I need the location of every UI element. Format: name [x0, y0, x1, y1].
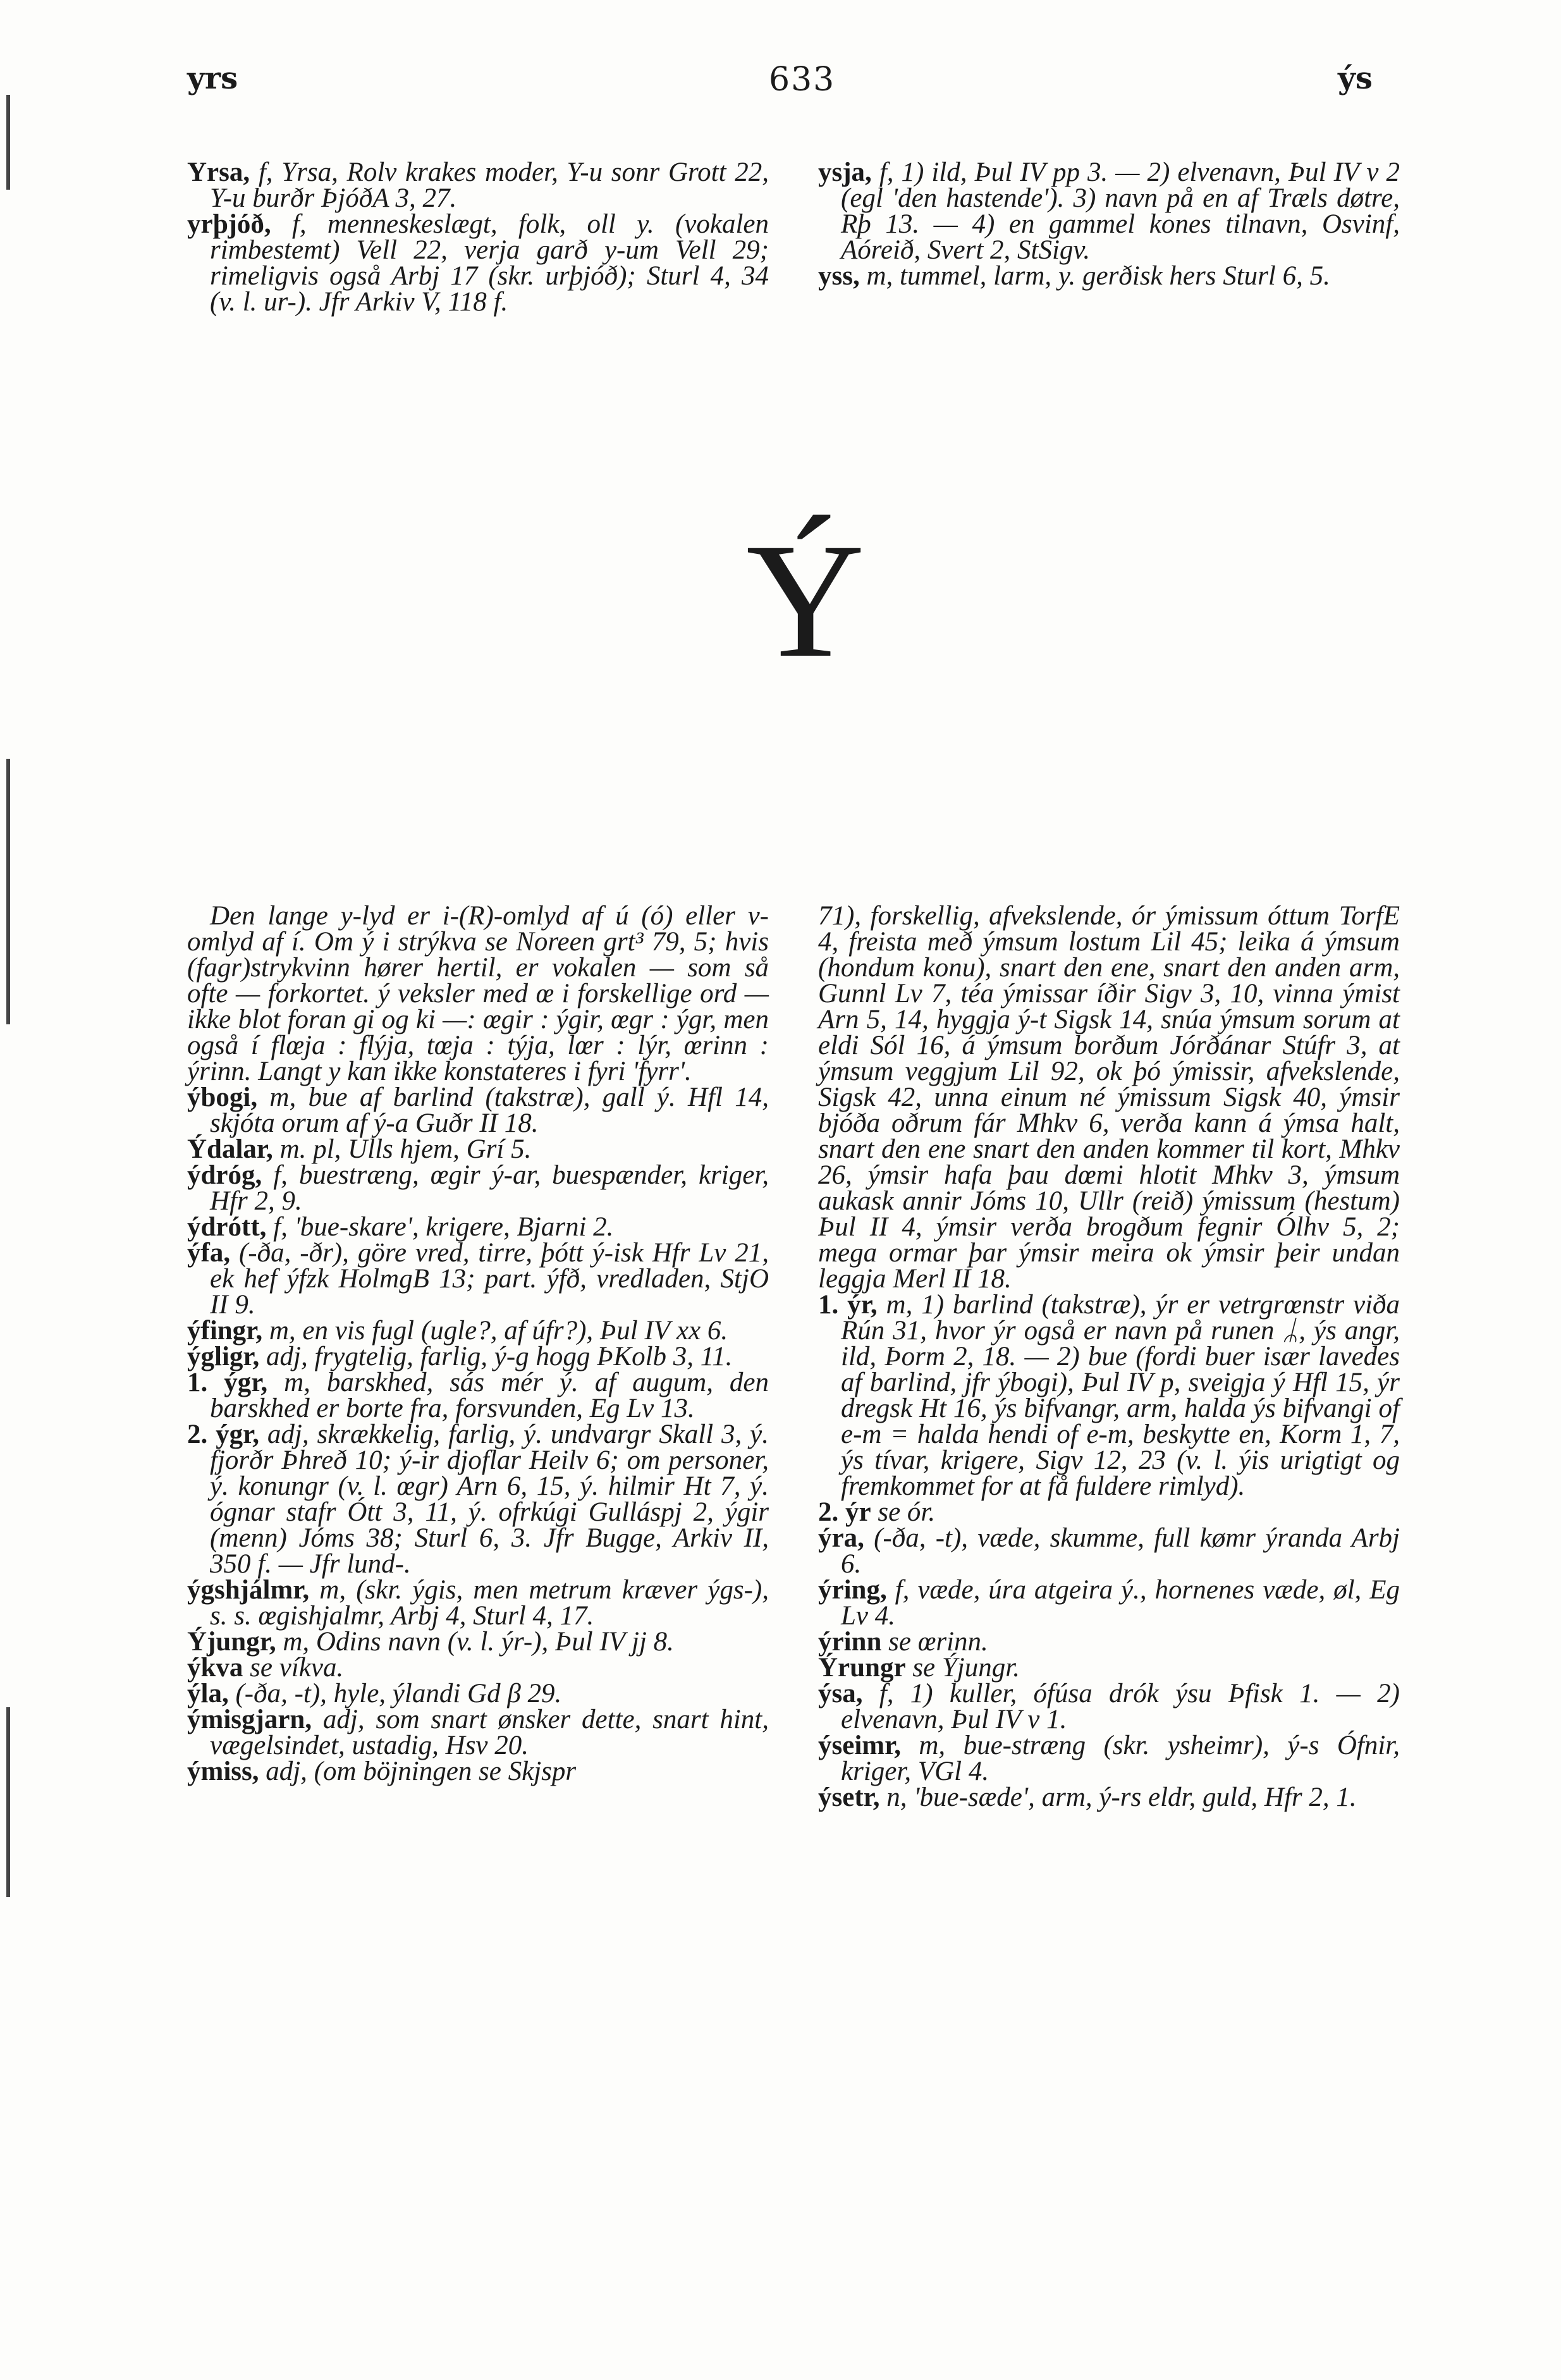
dictionary-entry — [187, 903, 769, 1084]
entry-definition: f, Yrsa, Rolv krakes moder, Y-u sonr Grott 22, Y-u burðr ÞjóðA 3, 27. — [210, 157, 769, 213]
dictionary-entry — [187, 159, 769, 211]
entry-lemma: ýseimr, — [818, 1731, 901, 1760]
entry-definition: adj, som snart ønsker dette, snart hint, vægelsindet, ustadig, Hsv 20. — [210, 1705, 769, 1760]
entry-lemma: 1. ýgr, — [187, 1368, 268, 1397]
entry-lemma: ýdróg, — [187, 1160, 262, 1190]
dictionary-entry — [818, 1577, 1400, 1629]
dictionary-entry — [818, 1784, 1400, 1810]
entry-definition: m, tummel, larm, y. gerðisk hers Sturl 6, 5. — [866, 261, 1330, 291]
entry-lemma: ýla, — [187, 1679, 229, 1708]
margin-mark — [6, 759, 10, 1024]
dictionary-entry — [187, 1370, 769, 1421]
dictionary-entry — [187, 211, 769, 315]
entry-definition: m, Odins navn (v. l. ýr-), Þul IV jj 8. — [283, 1627, 674, 1657]
page-number: 633 — [769, 61, 836, 99]
dictionary-entry — [187, 1421, 769, 1577]
entry-lemma: ýring, — [818, 1575, 887, 1605]
entry-definition: m, bue-stræng (skr. ysheimr), ý-s Ófnir, kriger, VGl 4. — [841, 1731, 1400, 1786]
dictionary-entry — [187, 1758, 769, 1784]
entry-lemma: ýmisgjarn, — [187, 1705, 312, 1734]
entry-definition: adj, skrækkelig, farlig, ý. undvargr Skall 3, ý. fjorðr Þhreð 10; ý-ir djoflar Heilv 6; om personer, ý. konungr (v. l. œgr) Arn 6, 15, ý. hilmir Ht 7, ý. ógnar stafr Ótt 3, 11, ý. ofrkúgi Gulláspj 2, ýgir (menn) Jóms 38; Sturl 6, 3. Jfr Bugge, Arkiv II, 350 f. — Jfr lund-. — [210, 1420, 769, 1579]
entry-lemma: ýdrótt, — [187, 1212, 267, 1242]
entry-definition: m, barskhed, sás mér ý. af augum, den barskhed er borte fra, forsvunden, Eg Lv 13. — [210, 1368, 769, 1423]
entry-definition: f, buestræng, œgir ý-ar, buespænder, kriger, Hfr 2, 9. — [210, 1160, 769, 1216]
dictionary-entry — [818, 1655, 1400, 1681]
entry-lemma: ýra, — [818, 1523, 864, 1553]
entry-definition: m, 1) barlind (takstræ), ýr er vetrgrœnstr viða Rún 31, hvor ýr også er navn på runen ᛦ, ýs angr, ild, Þorm 2, 18. — 2) bue (fordi buer især lavedes af barlind, jfr ýbogi), Þul IV p, sveigja ý Hfl 15, ýr dregsk Ht 16, ýs bifvangr, arm, halda ýs bifvangi of e-m = halda hendi of e-m, beskytte en, Korm 1, 7, ýs tívar, krigere, Sigv 12, 23 (v. l. ýis urigtigt og fremkommet for at få fuldere rimlyd). — [841, 1290, 1400, 1501]
top-left-column — [187, 159, 769, 315]
entry-lemma: ýfa, — [187, 1238, 231, 1268]
dictionary-entry — [187, 1136, 769, 1162]
entry-definition: adj, (om böjningen se Skjspr — [266, 1757, 577, 1786]
top-right-column — [818, 159, 1400, 289]
dictionary-entry — [818, 1733, 1400, 1784]
entry-lemma: Yrsa, — [187, 157, 250, 187]
entry-lemma: ýgshjálmr, — [187, 1575, 310, 1605]
entry-definition: adj, frygtelig, farlig, ý-g hogg ÞKolb 3, 11. — [266, 1342, 733, 1371]
dictionary-entry — [187, 1707, 769, 1758]
entry-lemma: Ýdalar, — [187, 1134, 273, 1164]
entry-definition: (-ða, -t), hyle, ýlandi Gd β 29. — [235, 1679, 562, 1708]
dictionary-entry — [187, 1655, 769, 1681]
entry-lemma: ýbogi, — [187, 1083, 258, 1112]
entry-lemma: 2. ýr — [818, 1497, 871, 1527]
entry-lemma: ysja, — [818, 157, 872, 187]
dictionary-entry — [187, 1084, 769, 1136]
dictionary-entry — [187, 1344, 769, 1370]
entry-definition: se ór. — [878, 1497, 936, 1527]
dictionary-entry — [818, 903, 1400, 1292]
entry-lemma: ýsetr, — [818, 1782, 880, 1812]
dictionary-entry — [818, 159, 1400, 263]
entry-definition: m, (skr. ýgis, men metrum kræver ýgs-), s. s. œgishjalmr, Arbj 4, Sturl 4, 17. — [210, 1575, 769, 1631]
dictionary-entry — [818, 1499, 1400, 1525]
bottom-left-column — [187, 903, 769, 1784]
entry-definition: f, menneskeslægt, folk, oll y. (vokalen rimbestemt) Vell 22, verja garð y-um Vell 29; rimeligvis også Arbj 17 (skr. urþjóð); Sturl 4, 34 (v. l. ur-). Jfr Arkiv V, 118 f. — [210, 209, 769, 317]
entry-lemma: 1. ýr, — [818, 1290, 878, 1320]
entry-lemma: ýsa, — [818, 1679, 863, 1708]
entry-definition: se víkva. — [250, 1653, 344, 1683]
entry-lemma: 2. ýgr, — [187, 1420, 260, 1449]
entry-definition: f, væde, úra atgeira ý., hornenes væde, øl, Eg Lv 4. — [841, 1575, 1400, 1631]
entry-definition: (-ða, -ðr), göre vred, tirre, þótt ý-isk Hfr Lv 21, ek hef ýfzk HolmgB 13; part. ýfð, vredladen, StjO II 9. — [210, 1238, 769, 1320]
dictionary-entry — [187, 1214, 769, 1240]
entry-definition: se œrinn. — [888, 1627, 988, 1657]
entry-lemma: Ýjungr, — [187, 1627, 276, 1657]
dictionary-entry — [187, 1240, 769, 1318]
entry-definition: f, 1) kuller, ófúsa drók ýsu Þfisk 1. — 2) elvenavn, Þul IV v 1. — [841, 1679, 1400, 1734]
entry-definition: Den lange y-lyd er i-(R)-omlyd af ú (ó) eller v-omlyd af í. Om ý i strýkva se Noreen grt³ 79, 5; hvis (fagr)strykvinn hører hertil, er vokalen — som så ofte — forkortet. ý veksler med œ i forskellige ord — ikke blot foran gi og ki —: œgir : ýgir, œgr : ýgr, men også í flœja : flýja, tœja : týja, lœr : lýr, œrinn : ýrinn. Langt y kan ikke konstateres i fyri 'fyrr'. — [187, 901, 769, 1086]
entry-lemma: Ýrungr — [818, 1653, 906, 1683]
margin-mark — [6, 95, 10, 190]
entry-definition: f, 'bue-skare', krigere, Bjarni 2. — [273, 1212, 614, 1242]
running-head-left: yrs — [187, 61, 238, 96]
dictionary-entry — [187, 1629, 769, 1655]
entry-definition: se Ýjungr. — [912, 1653, 1020, 1683]
entry-lemma: yrþjóð, — [187, 209, 271, 239]
entry-definition: n, 'bue-sæde', arm, ý-rs eldr, guld, Hfr 2, 1. — [886, 1782, 1357, 1812]
margin-mark — [6, 1707, 10, 1897]
dictionary-entry — [818, 1525, 1400, 1577]
entry-definition: (-ða, -t), væde, skumme, full kømr ýranda Arbj 6. — [841, 1523, 1400, 1579]
dictionary-entry — [818, 1629, 1400, 1655]
entry-definition: f, 1) ild, Þul IV pp 3. — 2) elvenavn, Þul IV v 2 (egl 'den hastende'). 3) navn på en af Træls døtre, Rþ 13. — 4) en gammel kones tilnavn, Osvinf, Aóreið, Svert 2, StSigv. — [841, 157, 1400, 265]
bottom-right-column — [818, 903, 1400, 1810]
dictionary-entry — [818, 1292, 1400, 1499]
dictionary-entry — [818, 263, 1400, 289]
entry-lemma: ýmiss, — [187, 1757, 259, 1786]
running-head-right: ýs — [1338, 61, 1373, 96]
dictionary-entry — [187, 1681, 769, 1707]
entry-definition: m. pl, Ulls hjem, Grí 5. — [279, 1134, 532, 1164]
dictionary-entry — [818, 1681, 1400, 1733]
entry-definition: 71), forskellig, afvekslende, ór ýmissum óttum TorfE 4, freista með ýmsum lostum Lil 45; leika á ýmsum (hondum konu), snart den ene, snart den anden arm, Gunnl Lv 7, téa ýmissar íðir Sigv 3, 10, vinna ýmist Arn 5, 14, hyggja ý-t Sigsk 14, snúa ýmsum sorum at eldi Sól 16, á ýmsum borðum Jórðánar Stúfr 3, at ýmsum veggjum Lil 92, ok þó ýmissir, afvekslende, Sigsk 42, unna einum né ýmissum Sigsk 40, ýmsir bjóða oðrum fár Mhkv 6, verða kann á ýmsa halt, snart den ene snart den anden kommer til kort, Mhkv 26, ýmsir hafa þau dœmi hlotit Mhkv 3, ýmsum aukask annir Jóms 10, Ullr (reið) ýmissum (hestum) Þul II 4, ýmsir verða brogðum fegnir Ólhv 5, 2; mega ormar þar ýmsir meira ok ýmsir þeir undan leggja Merl II 18. — [818, 901, 1400, 1294]
entry-definition: m, bue af barlind (takstræ), gall ý. Hfl 14, skjóta orum af ý-a Guðr II 18. — [210, 1083, 769, 1138]
dictionary-entry — [187, 1162, 769, 1214]
entry-lemma: ýkva — [187, 1653, 243, 1683]
entry-definition: m, en vis fugl (ugle?, af úfr?), Þul IV xx 6. — [269, 1316, 728, 1346]
entry-lemma: ýrinn — [818, 1627, 882, 1657]
entry-lemma: ýgligr, — [187, 1342, 260, 1371]
section-letter: Ý — [746, 510, 865, 692]
dictionary-entry — [187, 1318, 769, 1344]
entry-lemma: yss, — [818, 261, 860, 291]
entry-lemma: ýfingr, — [187, 1316, 263, 1346]
dictionary-entry — [187, 1577, 769, 1629]
